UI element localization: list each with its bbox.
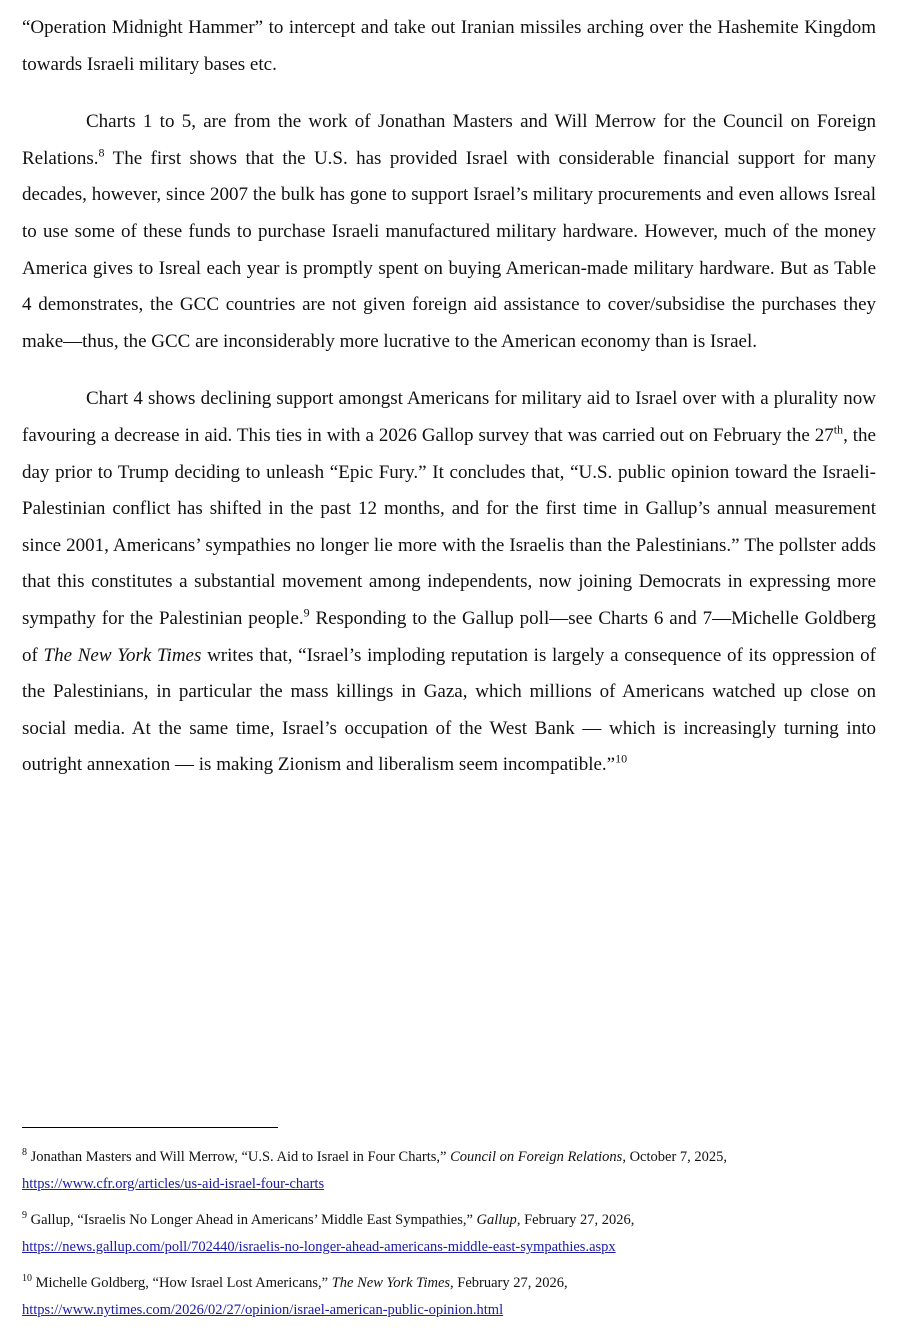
footnote-number: 8 — [22, 1147, 27, 1159]
footnote-source: Council on Foreign Relations — [450, 1149, 623, 1165]
paragraph-1 — [22, 10, 876, 83]
footnote-date: , February 27, 2026, — [516, 1212, 635, 1228]
footnote-text: Jonathan Masters and Will Merrow, “U.S. Aid to Israel in Four Charts,” — [27, 1149, 451, 1165]
publication-title: The New York Times — [43, 644, 202, 666]
paragraph-2-text-b: The first shows that the U.S. has provided Israel with considerable financial support for many decades, however, since 2007 the bulk has gone to support Israel’s military procurements and even allows Isreal to use some of these funds to purchase Israeli manufactured military hardware. However, much of the money America gives to Isreal each year is promptly spent on buying American-made military hardware. But as Table 4 demonstrates, the GCC countries are not given foreign aid assistance to cover/subsidise the purchases they make—thus, the GCC are inconsiderably more lucrative to the American economy than is Israel. — [22, 147, 876, 352]
footnote-text: Michelle Goldberg, “How Israel Lost Americans,” — [32, 1275, 332, 1291]
paragraph-3 — [22, 381, 876, 784]
paragraph-3-text-a: Chart 4 shows declining support amongst Americans for military aid to Israel over with a plurality now favouring a decrease in aid. This ties in with a 2026 Gallop survey that was carried out on February the 27 — [22, 388, 876, 446]
footnote-ref-10[interactable]: 10 — [615, 751, 628, 766]
footnote-ref-9[interactable]: 9 — [303, 605, 310, 620]
paragraph-3-text-d: writes that, “Israel’s imploding reputation is largely a consequence of its oppression of the Palestinians, in particular the mass killings in Gaza, which millions of Americans watched up close on social media. At the same time, Israel’s occupation of the West Bank — which is increasingly turning into outright annexation — is making Zionism and liberalism seem incompatible.” — [22, 644, 877, 776]
footnote-10 — [22, 1270, 882, 1324]
paragraph-2 — [22, 104, 876, 360]
footnote-link[interactable]: https://www.nytimes.com/2026/02/27/opinion/israel-american-public-opinion.html — [22, 1302, 504, 1318]
document-body — [22, 10, 876, 805]
footnote-divider — [22, 1127, 278, 1128]
footnote-text: Gallup, “Israelis No Longer Ahead in Americans’ Middle East Sympathies,” — [27, 1212, 477, 1228]
footnote-number: 9 — [22, 1210, 27, 1222]
footnote-link[interactable]: https://news.gallup.com/poll/702440/israelis-no-longer-ahead-americans-middle-east-sympathies.aspx — [22, 1239, 616, 1255]
footnote-link[interactable]: https://www.cfr.org/articles/us-aid-israel-four-charts — [22, 1176, 325, 1192]
footnote-number: 10 — [22, 1273, 32, 1285]
footnote-source: Gallup — [476, 1212, 517, 1228]
footnote-date: , February 27, 2026, — [450, 1275, 568, 1291]
paragraph-1-text: “Operation Midnight Hammer” to intercept and take out Iranian missiles arching over the Hashemite Kingdom towards Israeli military bases etc. — [22, 17, 876, 75]
paragraph-3-text-c: Responding to the Gallup poll—see Charts 6 and 7—Michelle Goldberg of — [22, 607, 876, 666]
paragraph-3-text-b: , the day prior to Trump deciding to unleash “Epic Fury.” It concludes that, “U.S. public opinion toward the Israeli-Palestinian conflict has shifted in the past 12 months, and for the first time in Gallup’s annual measurement since 2001, Americans’ sympathies no longer lie more with the Israelis than the Palestinians.” The pollster adds that this constitutes a substantial movement among independents, now joining Democrats in expressing more sympathy for the Palestinian people. — [22, 424, 876, 629]
footnote-date: , October 7, 2025, — [622, 1149, 728, 1165]
footnote-ref-8[interactable]: 8 — [98, 145, 105, 160]
paragraph-2-text-a: Charts 1 to 5, are from the work of Jonathan Masters and Will Merrow for the Council on Foreign Relations. — [22, 111, 876, 169]
footnote-9 — [22, 1207, 882, 1261]
footnote-8 — [22, 1144, 882, 1198]
footnotes — [22, 1144, 882, 1333]
footnote-source: The New York Times — [331, 1275, 451, 1291]
ordinal-suffix: th — [833, 422, 844, 437]
